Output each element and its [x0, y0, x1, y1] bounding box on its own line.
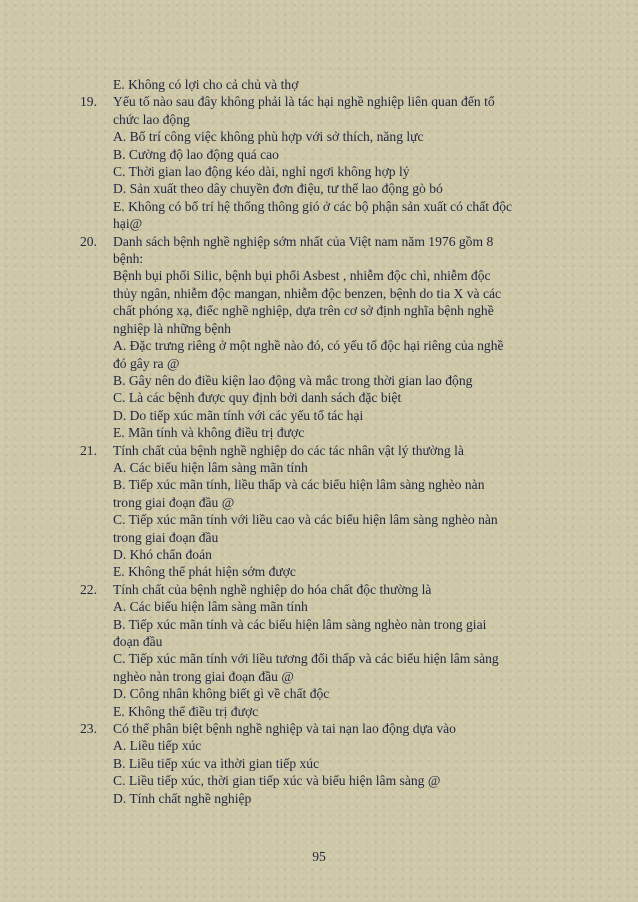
page-number: 95 — [312, 849, 326, 864]
question-text-line: B. Gây nên do điều kiện lao động và mắc trong thời gian lao động — [113, 372, 473, 388]
question-text-line: trong giai đoạn đầu — [113, 529, 219, 545]
question-20 — [80, 233, 558, 442]
question-text-line: E. Không có lợi cho cả chủ và thợ — [113, 77, 299, 92]
question-text-line: nghèo nàn trong giai đoạn đầu @ — [113, 668, 294, 684]
question-text-line: Có thể phân biệt bệnh nghề nghiệp và tai nạn lao động dựa vào — [113, 721, 456, 737]
question-text-line: B. Tiếp xúc mãn tính và các biểu hiện lâm sàng nghèo nàn trong giai — [113, 616, 487, 632]
question-text-line: B. Liều tiếp xúc va ìthời gian tiếp xúc — [113, 755, 320, 771]
question-text-line: D. Khó chẩn đoán — [113, 546, 212, 562]
question-23 — [80, 720, 558, 807]
question-number: 22. — [80, 581, 97, 597]
question-text-line: A. Bố trí công việc không phù hợp với sở thích, năng lực — [113, 129, 424, 145]
question-text-line: E. Mãn tính và không điều trị được — [113, 425, 305, 441]
question-text-line: trong giai đoạn đầu @ — [113, 494, 235, 510]
question-continuation — [80, 76, 558, 93]
question-text-line: bệnh: — [113, 251, 144, 267]
question-text-line: Tính chất của bệnh nghề nghiệp do hóa chất độc thường là — [113, 581, 432, 597]
question-text-line: chất phóng xạ, điếc nghề nghiệp, dựa trên cơ sở định nghĩa bệnh nghề — [113, 303, 494, 319]
question-text-line: đó gây ra @ — [113, 355, 180, 371]
question-text-line: E. Không thể điều trị được — [113, 703, 259, 719]
question-text-line: C. Tiếp xúc mãn tính với liều tương đối thấp và các biểu hiện lâm sàng — [113, 651, 499, 667]
question-text-line: E. Không thể phát hiện sớm được — [113, 564, 296, 580]
question-19 — [80, 93, 558, 232]
question-text-line: Danh sách bệnh nghề nghiệp sớm nhất của Việt nam năm 1976 gồm 8 — [113, 233, 494, 249]
question-number: 20. — [80, 233, 97, 249]
question-text-line: A. Liều tiếp xúc — [113, 738, 202, 754]
question-21 — [80, 442, 558, 581]
question-text-line: thủy ngân, nhiễm độc mangan, nhiễm độc benzen, bệnh do tia X và các — [113, 285, 502, 301]
question-text-line: A. Các biểu hiện lâm sàng mãn tính — [113, 599, 308, 615]
question-text-line: D. Công nhân không biết gì về chất độc — [113, 686, 330, 702]
question-list — [80, 76, 558, 807]
question-text-line: A. Đặc trưng riêng ở một nghề nào đó, có yếu tố độc hại riêng của nghề — [113, 338, 504, 354]
question-number: 21. — [80, 442, 97, 458]
question-text-line: D. Sản xuất theo dây chuyền đơn điệu, tư thế lao động gò bó — [113, 181, 443, 197]
question-text-line: C. Tiếp xúc mãn tính với liều cao và các biểu hiện lâm sàng nghèo nàn — [113, 512, 498, 528]
question-text-line: B. Tiếp xúc mãn tính, liều thấp và các biểu hiện lâm sàng nghèo nàn — [113, 477, 485, 493]
question-text-line: hại@ — [113, 216, 143, 232]
question-text-line: đoạn đầu — [113, 634, 163, 649]
question-text-line: E. Không có bố trí hệ thống thông gió ở các bộ phận sản xuất có chất độc — [113, 198, 513, 214]
question-text-line: D. Do tiếp xúc mãn tính với các yếu tố tác hại — [113, 407, 364, 423]
question-text-line: nghiệp là những bệnh — [113, 320, 231, 336]
question-text-line: chức lao động — [113, 111, 190, 127]
question-number: 23. — [80, 721, 97, 737]
question-22 — [80, 581, 558, 720]
question-text-line: C. Liều tiếp xúc, thời gian tiếp xúc và biểu hiện lâm sàng @ — [113, 773, 441, 789]
question-text-line: Bệnh bụi phổi Silic, bệnh bụi phổi Asbest , nhiễm độc chì, nhiễm độc — [113, 268, 491, 284]
question-text-line: D. Tính chất nghề nghiệp — [113, 790, 252, 806]
question-number: 19. — [80, 94, 97, 110]
question-text-line: A. Các biểu hiện lâm sàng mãn tính — [113, 459, 308, 475]
question-text-line: Yếu tố nào sau đây không phải là tác hại nghề nghiệp liên quan đến tổ — [113, 94, 495, 110]
question-text-line: C. Thời gian lao động kéo dài, nghỉ ngơi không hợp lý — [113, 164, 410, 180]
question-text-line: Tính chất của bệnh nghề nghiệp do các tác nhân vật lý thường là — [113, 442, 464, 458]
question-text-line: B. Cường độ lao động quá cao — [113, 146, 279, 162]
question-text-line: C. Là các bệnh được quy định bởi danh sách đặc biệt — [113, 390, 402, 406]
